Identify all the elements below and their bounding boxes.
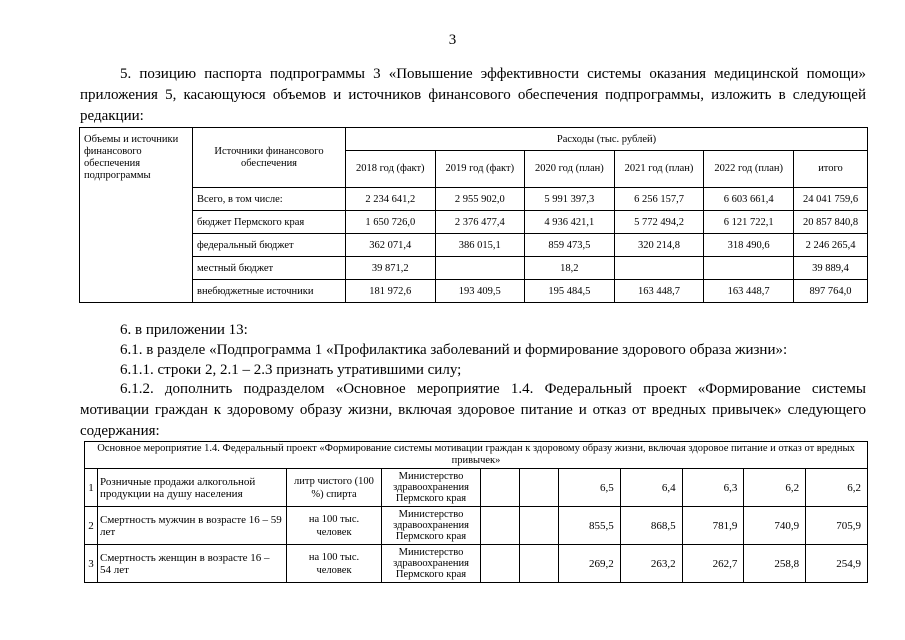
empty-cell xyxy=(481,507,520,545)
cell-value: 6,3 xyxy=(682,469,744,507)
cell-value xyxy=(614,257,704,280)
table-row xyxy=(85,469,868,507)
year-header: 2021 год (план) xyxy=(614,151,704,188)
indicator-name: Смертность женщин в возрасте 16 – 54 лет xyxy=(98,545,287,583)
empty-cell xyxy=(520,545,559,583)
empty-cell xyxy=(481,469,520,507)
table-row xyxy=(80,257,868,280)
unit: на 100 тыс. человек xyxy=(287,507,382,545)
table-row xyxy=(80,280,868,303)
cell-value: 39 889,4 xyxy=(794,257,868,280)
source-name: местный бюджет xyxy=(193,257,346,280)
cell-value: 740,9 xyxy=(744,507,806,545)
paragraph-6: 6. в приложении 13: xyxy=(120,322,248,338)
finance-table xyxy=(79,127,868,303)
cell-value: 24 041 759,6 xyxy=(794,188,868,211)
measure-table xyxy=(84,441,868,583)
row-number: 3 xyxy=(85,545,98,583)
source-header: Источники финансового обеспечения xyxy=(193,128,346,188)
table-row xyxy=(85,507,868,545)
table-row xyxy=(85,545,868,583)
paragraph-6-1-2: 6.1.2. дополнить подразделом «Основное мероприятие 1.4. Федеральный проект «Формирование системы мотивации граждан к здоровому образу жизни, включая здоровое питание и отказ от вредных привычек» следующего содержания: xyxy=(80,381,866,439)
cell-value: 859 473,5 xyxy=(525,234,615,257)
cell-value: 781,9 xyxy=(682,507,744,545)
row-number: 1 xyxy=(85,469,98,507)
cell-value: 897 764,0 xyxy=(794,280,868,303)
cell-value: 320 214,8 xyxy=(614,234,704,257)
cell-value: 2 376 477,4 xyxy=(435,211,525,234)
source-name: внебюджетные источники xyxy=(193,280,346,303)
year-header: 2020 год (план) xyxy=(525,151,615,188)
cell-value: 18,2 xyxy=(525,257,615,280)
expenses-header: Расходы (тыс. рублей) xyxy=(346,128,868,151)
cell-value: 39 871,2 xyxy=(346,257,436,280)
measure-title: Основное мероприятие 1.4. Федеральный проект «Формирование системы мотивации граждан к здоровому образу жизни, включая здоровое питание и отказ от вредных привычек» xyxy=(85,442,868,469)
indicator-name: Смертность мужчин в возрасте 16 – 59 лет xyxy=(98,507,287,545)
cell-value: 362 071,4 xyxy=(346,234,436,257)
cell-value: 20 857 840,8 xyxy=(794,211,868,234)
cell-value: 386 015,1 xyxy=(435,234,525,257)
cell-value: 6 121 722,1 xyxy=(704,211,794,234)
cell-value: 2 234 641,2 xyxy=(346,188,436,211)
page-number: 3 xyxy=(448,32,457,48)
cell-value: 269,2 xyxy=(559,545,621,583)
cell-value: 254,9 xyxy=(806,545,868,583)
cell-value: 6,2 xyxy=(806,469,868,507)
responsible-org: Министерство здравоохранения Пермского края xyxy=(382,507,481,545)
cell-value xyxy=(435,257,525,280)
year-header: 2018 год (факт) xyxy=(346,151,436,188)
responsible-org: Министерство здравоохранения Пермского края xyxy=(382,545,481,583)
cell-value: 181 972,6 xyxy=(346,280,436,303)
year-header: 2019 год (факт) xyxy=(435,151,525,188)
empty-cell xyxy=(520,469,559,507)
year-header: 2022 год (план) xyxy=(704,151,794,188)
responsible-org: Министерство здравоохранения Пермского края xyxy=(382,469,481,507)
empty-cell xyxy=(520,507,559,545)
table-row xyxy=(80,234,868,257)
source-name: федеральный бюджет xyxy=(193,234,346,257)
paragraph-6-1-1: 6.1.1. строки 2, 2.1 – 2.3 признать утратившими силу; xyxy=(120,362,462,378)
cell-value xyxy=(704,257,794,280)
cell-value: 258,8 xyxy=(744,545,806,583)
table-row xyxy=(80,211,868,234)
cell-value: 163 448,7 xyxy=(704,280,794,303)
cell-value: 855,5 xyxy=(559,507,621,545)
cell-value: 6 603 661,4 xyxy=(704,188,794,211)
cell-value: 193 409,5 xyxy=(435,280,525,303)
cell-value: 318 490,6 xyxy=(704,234,794,257)
cell-value: 6,2 xyxy=(744,469,806,507)
cell-value: 262,7 xyxy=(682,545,744,583)
cell-value: 4 936 421,1 xyxy=(525,211,615,234)
cell-value: 868,5 xyxy=(620,507,682,545)
paragraph-5: 5. позицию паспорта подпрограммы 3 «Повышение эффективности системы оказания медицинской помощи» приложения 5, касающуюся объемов и источников финансового обеспечения подпрограммы, изложить в следующей редакции: xyxy=(80,66,866,124)
unit: литр чистого (100 %) спирта xyxy=(287,469,382,507)
source-name: бюджет Пермского края xyxy=(193,211,346,234)
source-name: Всего, в том числе: xyxy=(193,188,346,211)
cell-value: 195 484,5 xyxy=(525,280,615,303)
indicator-name: Розничные продажи алкогольной продукции на душу населения xyxy=(98,469,287,507)
row-label: Объемы и источники финансового обеспечения подпрограммы xyxy=(80,128,193,303)
cell-value: 6,4 xyxy=(620,469,682,507)
cell-value: 263,2 xyxy=(620,545,682,583)
cell-value: 5 991 397,3 xyxy=(525,188,615,211)
cell-value: 1 650 726,0 xyxy=(346,211,436,234)
cell-value: 2 955 902,0 xyxy=(435,188,525,211)
empty-cell xyxy=(481,545,520,583)
cell-value: 2 246 265,4 xyxy=(794,234,868,257)
cell-value: 6 256 157,7 xyxy=(614,188,704,211)
unit: на 100 тыс. человек xyxy=(287,545,382,583)
row-number: 2 xyxy=(85,507,98,545)
cell-value: 705,9 xyxy=(806,507,868,545)
cell-value: 6,5 xyxy=(559,469,621,507)
cell-value: 163 448,7 xyxy=(614,280,704,303)
table-row xyxy=(80,188,868,211)
cell-value: 5 772 494,2 xyxy=(614,211,704,234)
paragraph-6-1: 6.1. в разделе «Подпрограмма 1 «Профилактика заболеваний и формирование здорового образа жизни»: xyxy=(120,342,788,358)
year-header: итого xyxy=(794,151,868,188)
